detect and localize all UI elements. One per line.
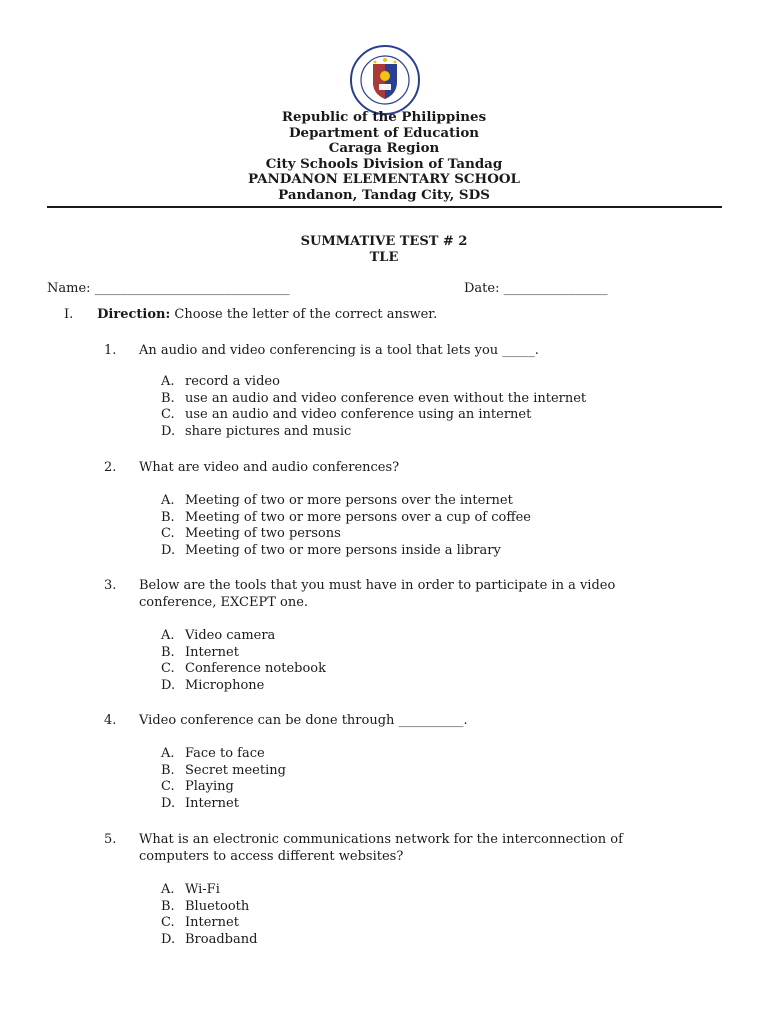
choice-text: Video camera	[185, 628, 276, 643]
choice-c[interactable]	[161, 407, 586, 424]
choice-text: Meeting of two persons	[185, 526, 341, 542]
header-region: Caraga Region	[328, 140, 440, 157]
choice-text: Meeting of two or more persons over a cup of coffee	[185, 509, 531, 525]
name-date-row	[47, 281, 667, 299]
choice-letter: D.	[161, 543, 176, 559]
choice-text: use an audio and video conference using an internet	[185, 407, 532, 423]
choice-list	[161, 882, 257, 949]
choice-text: Broadband	[185, 932, 258, 948]
choice-text: Internet	[185, 796, 239, 812]
header-division: City Schools Division of Tandag	[265, 155, 503, 172]
header-republic: Republic of the Philippines	[281, 109, 487, 125]
question-number: 5.	[104, 832, 117, 847]
choice-d[interactable]	[161, 424, 586, 441]
question-text: What is an electronic communications network for the interconnection of computers to access different websites?	[139, 832, 623, 864]
question-text: Below are the tools that you must have in order to participate in a video conference, EXCEPT one.	[139, 578, 616, 610]
choice-letter: D.	[161, 678, 176, 694]
direction-text: Choose the letter of the correct answer.	[170, 307, 438, 322]
choice-text: Playing	[185, 779, 234, 795]
choice-text: Meeting of two or more persons over the internet	[185, 493, 513, 508]
header-address: Pandanon, Tandag City, SDS	[278, 186, 490, 203]
choice-letter: C.	[161, 407, 175, 423]
choice-text: Secret meeting	[185, 762, 286, 778]
choice-d[interactable]	[161, 932, 257, 949]
choice-b[interactable]	[161, 510, 531, 527]
test-subject: TLE	[369, 249, 399, 265]
choice-b[interactable]	[161, 899, 257, 916]
choice-letter: B.	[161, 762, 175, 778]
question-number: 3.	[104, 578, 117, 593]
name-field[interactable]: Name: ______________________________	[47, 281, 290, 296]
question-text: An audio and video conferencing is a tool that lets you _____.	[139, 343, 539, 358]
choice-text: Meeting of two or more persons inside a library	[185, 543, 501, 559]
test-title: SUMMATIVE TEST # 2	[300, 234, 468, 249]
choice-d[interactable]	[161, 796, 286, 813]
choice-c[interactable]	[161, 915, 257, 932]
choice-letter: D.	[161, 932, 176, 948]
choice-c[interactable]	[161, 526, 531, 543]
direction-line	[64, 307, 437, 322]
choice-text: Bluetooth	[185, 898, 250, 914]
choice-letter: C.	[161, 661, 175, 677]
header-divider	[47, 206, 722, 208]
question-number: 4.	[104, 713, 117, 728]
choice-text: Face to face	[185, 746, 265, 761]
choice-text: Wi-Fi	[185, 882, 220, 897]
choice-letter: A.	[161, 628, 175, 643]
choice-letter: A.	[161, 493, 175, 508]
choice-letter: B.	[161, 390, 175, 406]
choice-b[interactable]	[161, 645, 326, 662]
choice-text: Internet	[185, 915, 239, 931]
choice-d[interactable]	[161, 678, 326, 695]
question-text: Video conference can be done through __________.	[139, 713, 468, 728]
test-title-block	[0, 234, 768, 265]
choice-letter: A.	[161, 882, 175, 897]
header-school-name: PANDANON ELEMENTARY SCHOOL	[248, 171, 520, 188]
choice-letter: C.	[161, 779, 175, 795]
date-field[interactable]: Date: ________________	[464, 281, 608, 296]
choice-text: share pictures and music	[185, 424, 352, 440]
question-number: 1.	[104, 343, 117, 358]
choice-text: Conference notebook	[185, 661, 327, 677]
choice-letter: B.	[161, 644, 175, 660]
question-text: What are video and audio conferences?	[139, 460, 400, 475]
choice-text: use an audio and video conference even without the internet	[185, 390, 587, 406]
choice-list	[161, 374, 586, 441]
choice-a[interactable]	[161, 746, 286, 763]
choice-a[interactable]	[161, 882, 257, 899]
choice-b[interactable]	[161, 391, 586, 408]
question-number: 2.	[104, 460, 117, 475]
choice-text: Microphone	[185, 678, 265, 694]
choice-list	[161, 628, 326, 695]
section-number: I.	[64, 307, 74, 322]
choice-letter: C.	[161, 526, 175, 542]
choice-list	[161, 493, 531, 560]
choice-text: record a video	[185, 374, 280, 389]
direction-label: Direction:	[97, 307, 171, 322]
choice-letter: A.	[161, 374, 175, 389]
choice-letter: D.	[161, 424, 176, 440]
school-header	[0, 110, 768, 204]
choice-letter: B.	[161, 509, 175, 525]
choice-letter: A.	[161, 746, 175, 761]
deped-seal-logo	[349, 44, 421, 116]
choice-d[interactable]	[161, 543, 531, 560]
choice-text: Internet	[185, 644, 239, 660]
choice-b[interactable]	[161, 763, 286, 780]
choice-letter: C.	[161, 915, 175, 931]
choice-a[interactable]	[161, 628, 326, 645]
choice-c[interactable]	[161, 661, 326, 678]
choice-list	[161, 746, 286, 813]
choice-c[interactable]	[161, 779, 286, 796]
choice-letter: B.	[161, 898, 175, 914]
choice-letter: D.	[161, 796, 176, 812]
choice-a[interactable]	[161, 493, 531, 510]
header-department: Department of Education	[288, 124, 480, 141]
choice-a[interactable]	[161, 374, 586, 391]
